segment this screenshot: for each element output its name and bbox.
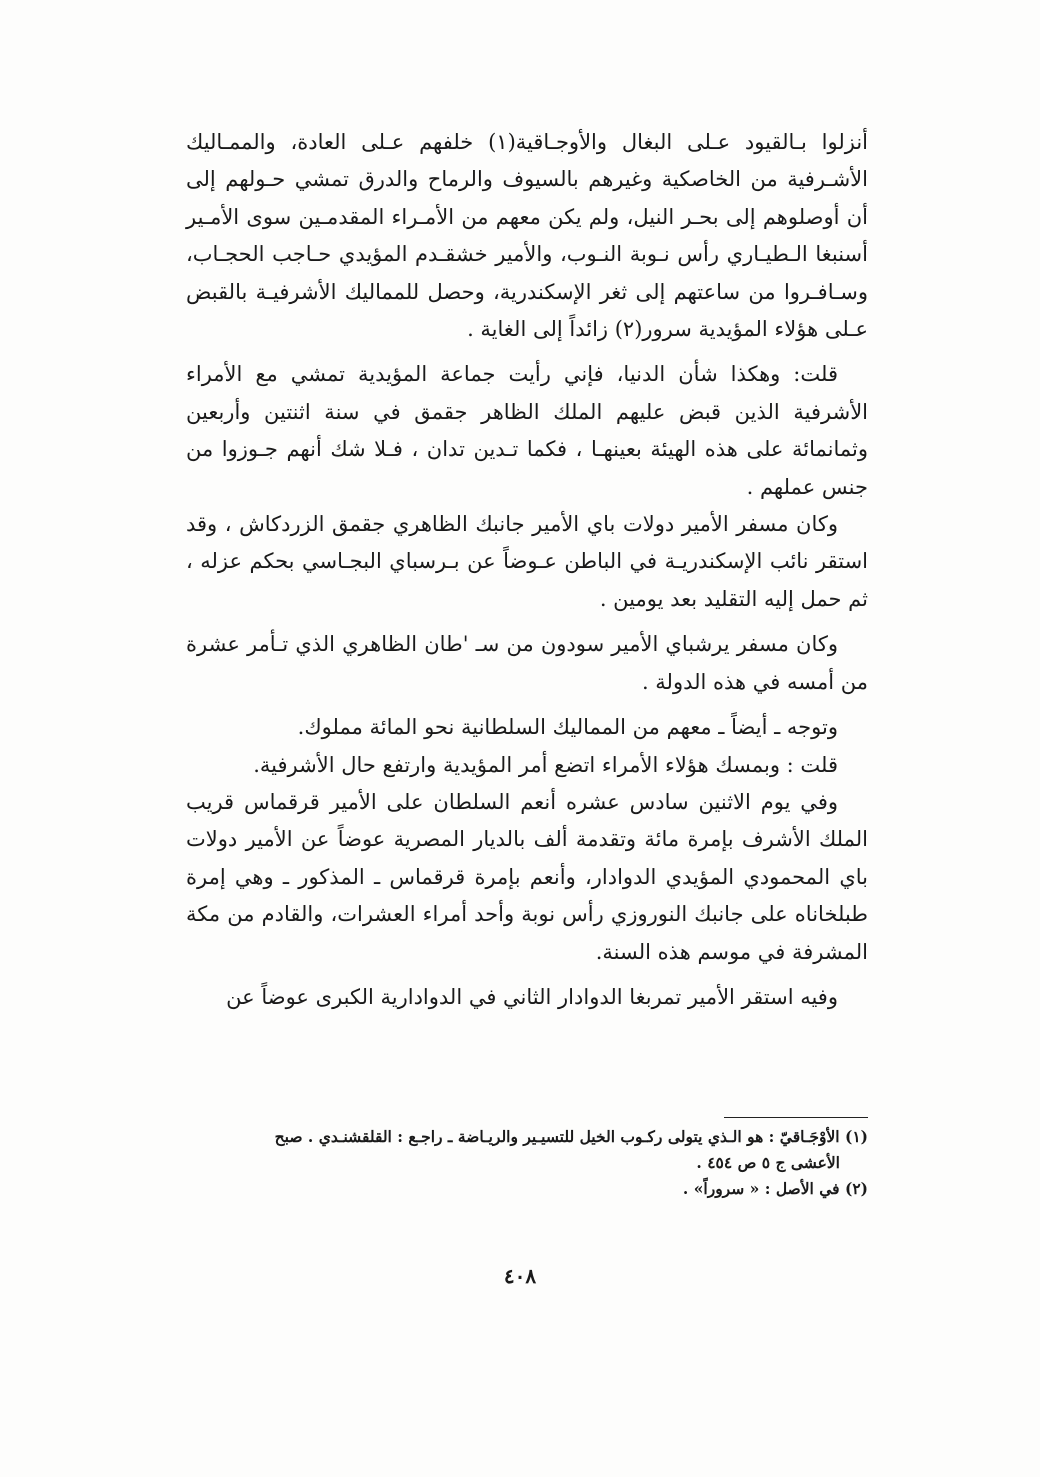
page-number: ٤٠٨ bbox=[503, 1264, 537, 1288]
paragraph-1: أنزلوا بـالقيود عـلى البغال والأوجـاقية(١) خلفهم عـلى العادة، والممـاليك الأشـرفية من الخاصكية وغيرهم بالسيوف والرماح والدرق تمشي حـولهم إلى أن أوصلوهم إلى بحـر النيل، ولم يكن معهم من الأمـراء المقدمـين سوى الأمـير أسنبغا الـطيـاري رأس نـوبة النـوب، والأمير خشقـدم المؤيدي حـاجب الحجـاب، وسـافـروا من ساعتهم إلى ثغر الإسكندرية، وحصل للمماليك الأشرفيـة بالقبض عـلى هؤلاء المؤيدية سرور(٢) زائداً إلى الغاية . bbox=[186, 130, 869, 342]
footnote-1: (١) الأوْجَـاقيّ : هو الـذي يتولى ركـوب الخيل للتسيـير والريـاضة ـ راجـع : القلقشنـدي . صبح bbox=[274, 1127, 868, 1146]
footnote-1-continuation: الأعشى ج ٥ ص ٤٥٤ . bbox=[696, 1153, 840, 1172]
footnotes bbox=[186, 1124, 868, 1202]
paragraph-8: وفيه استقر الأمير تمربغا الدوادار الثاني في الدوادارية الكبرى عوضاً عن bbox=[226, 984, 838, 1009]
paragraph-5: وتوجه ـ أيضاً ـ معهم من المماليك السلطانية نحو المائة مملوك. bbox=[297, 715, 838, 740]
paragraph-3: وكان مسفر الأمير دولات باي الأمير جانبك الظاهري جقمق الزردكاش ، وقد استقر نائب الإسكندريـة في الباطن عـوضاً عن بـرسباي البجـاسي بحكم عزله ، ثم حمل إليه التقليد بعد يومين . bbox=[186, 512, 868, 611]
paragraph-6: قلت : وبمسك هؤلاء الأمراء اتضع أمر المؤيدية وارتفع حال الأشرفية. bbox=[253, 752, 838, 777]
paragraph-4: وكان مسفر يرشباي الأمير سودون من سـ 'طان الظاهري الذي تـأمر عشرة من أمسه في هذه الدولة . bbox=[186, 632, 868, 694]
main-text bbox=[186, 124, 868, 1016]
footnote-2: (٢) في الأصل : « سروراً» . bbox=[682, 1179, 868, 1198]
paragraph-2: قلت: وهكذا شأن الدنيا، فإني رأيت جماعة المؤيدية تمشي مع الأمراء الأشرفية الذين قبض عليهم الملك الظاهر جقمق في سنة اثنتين وأربعين وثمانمائة على هذه الهيئة بعينهـا ، فكما تـدين تدان ، فـلا شك أنهم جـوزوا من جنس عملهم . bbox=[186, 362, 868, 499]
paragraph-7: وفي يوم الاثنين سادس عشره أنعم السلطان على الأمير قرقماس قريب الملك الأشرف بإمرة مائة وتقدمة ألف بالديار المصرية عوضاً عن الأمير دولات باي المحمودي المؤيدي الدوادار، وأنعم بإمرة قرقماس ـ المذكور ـ وهي إمرة طبلخاناه على جانبك النوروزي رأس نوبة وأحد أمراء العشرات، والقادم من مكة المشرفة في موسم هذه السنة. bbox=[186, 789, 868, 964]
footnote-divider bbox=[724, 1117, 868, 1118]
